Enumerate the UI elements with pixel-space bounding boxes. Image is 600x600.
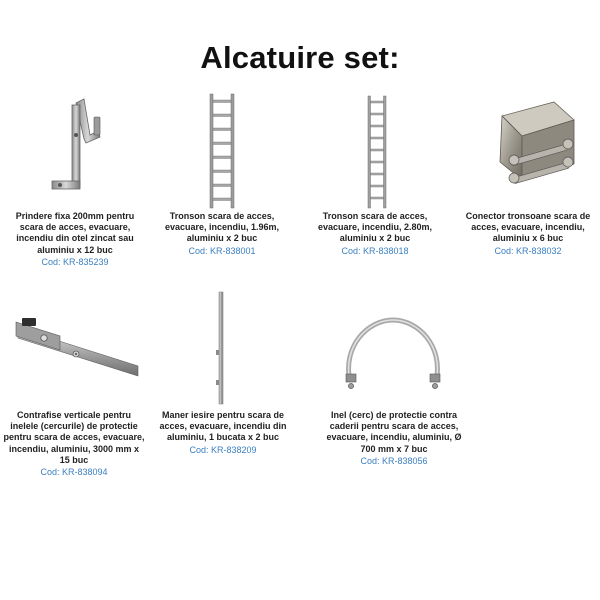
ladder-section-icon xyxy=(366,96,388,208)
product-title: Maner iesire pentru scara de acces, evacuare, incendiu din aluminiu, 1 bucata x 2 buc xyxy=(159,410,287,443)
ladder-section-icon xyxy=(207,94,237,208)
product-description xyxy=(152,410,294,456)
product-description xyxy=(3,410,145,478)
product-title: Tronson scara de acces, evacuare, incendiu, 1.96m, aluminiu x 2 buc xyxy=(164,211,280,244)
product-code[interactable]: Cod: KR-835239 xyxy=(41,256,109,267)
connector-clamp-icon xyxy=(484,98,582,198)
product-code[interactable]: Cod: KR-838032 xyxy=(494,245,562,256)
product-description xyxy=(326,410,462,467)
vertical-strut-icon xyxy=(14,314,138,384)
product-code[interactable]: Cod: KR-838056 xyxy=(360,455,428,466)
safety-hoop-icon xyxy=(338,316,448,392)
exit-handle-icon xyxy=(214,292,228,404)
product-description xyxy=(151,211,293,257)
product-code[interactable]: Cod: KR-838001 xyxy=(188,245,256,256)
product-code[interactable]: Cod: KR-838018 xyxy=(341,245,409,256)
product-title: Tronson scara de acces, evacuare, incendiu, 2.80m, aluminiu x 2 buc xyxy=(317,211,433,244)
product-title: Inel (cerc) de protectie contra caderii pentru scara de acces, evacuare, incendiu, aluminiu, Ø 700 mm x 7 buc xyxy=(326,410,462,454)
product-title: Prindere fixa 200mm pentru scara de acces, evacuare, incendiu din otel zincat sau aluminiu x 12 buc xyxy=(15,211,135,255)
product-code[interactable]: Cod: KR-838209 xyxy=(189,444,257,455)
product-title: Conector tronsoane scara de acces, evacuare, incendiu, aluminiu x 6 buc xyxy=(465,211,591,244)
product-code[interactable]: Cod: KR-838094 xyxy=(40,467,108,478)
product-description xyxy=(456,211,600,257)
product-description xyxy=(304,211,446,257)
mounting-bracket-icon xyxy=(40,95,110,205)
page-title: Alcatuire set: xyxy=(200,40,400,75)
product-title: Contrafise verticale pentru inelele (cercurile) de protectie pentru scara de acces, evacuare, incendiu, aluminiu, 3000 mm x 15 buc xyxy=(3,410,145,465)
product-description xyxy=(4,211,146,268)
